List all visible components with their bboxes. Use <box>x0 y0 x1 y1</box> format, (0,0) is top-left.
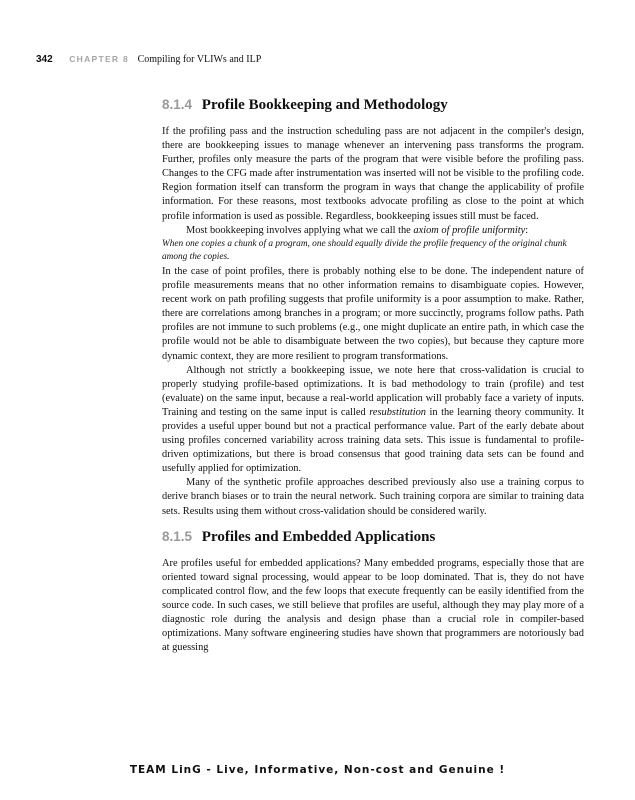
text-run: Although not strictly a bookkeeping issue, we note here that cross-validation is crucial to properly studying profile-based optimizations. It is bad methodology to train (profile) and test (evaluate) on the same input, because a real-world application will probably face a variety of inputs. Training and testing on the same input is called <box>162 364 584 418</box>
section-heading-8-1-5 <box>162 528 584 546</box>
page-number: 342 <box>36 54 53 65</box>
text-run: : <box>525 224 529 236</box>
section-number: 8.1.4 <box>162 97 193 112</box>
axiom-statement: When one copies a chunk of a program, one should equally divide the profile frequency of the original chunk among the copies. <box>162 238 567 263</box>
paragraph-cross-validation <box>162 364 584 477</box>
chapter-title: Compiling for VLIWs and ILP <box>137 54 262 65</box>
text-run: Most bookkeeping involves applying what we call the <box>186 224 414 236</box>
paragraph-axiom-intro <box>162 224 584 238</box>
section-title: Profiles and Embedded Applications <box>201 528 436 545</box>
running-head <box>36 54 261 65</box>
section-title: Profile Bookkeeping and Methodology <box>201 97 448 113</box>
term-axiom-of-profile-uniformity: axiom of profile uniformity <box>413 224 526 236</box>
paragraph-embedded-applications: Are profiles useful for embedded applications? Many embedded programs, especially those that are oriented toward signal processing, would appear to be loop dominated. That is, they do not have complicated control flow, and the few loops that execute frequently can be easily identified from the source code. In such cases, we still believe that profiles are useful, although they may play more of a diagnostic role during the analysis and design phase than a crucial role in compiler-based optimizations. Many software engineering studies have shown that programmers are notoriously bad at guessing <box>162 557 584 654</box>
chapter-label: CHAPTER 8 <box>69 54 130 64</box>
section-number: 8.1.5 <box>162 528 193 544</box>
text-run: in the learning theory community. It provides a useful upper bound but not a practical performance value. Part of the early debate about using profiles concerned variability across training data sets. This issue is fundamental to profile-driven optimizations, but there is broad consensus that good training data sets can be found and usefully applied for optimization. <box>162 406 585 475</box>
paragraph-bookkeeping-intro: If the profiling pass and the instruction scheduling pass are not adjacent in the compiler's design, there are bookkeeping issues to manage whenever an intervening pass transforms the program. Further, profiles only measure the parts of the program that were visible before the profiling pass. Changes to the CFG made after instrumentation was inserted will not be visible to the profiling code. Region formation itself can transform the program in ways that change the applicability of profile information. For these reasons, most textbooks advocate profiling as close to the point at which profile information is used as possible. Regardless, bookkeeping issues still must be faced. <box>162 126 584 222</box>
term-resubstitution: resubstitution <box>369 406 426 418</box>
main-text <box>162 96 584 655</box>
section-heading-8-1-4 <box>162 96 584 114</box>
paragraph-path-profiles: In the case of point profiles, there is probably nothing else to be done. The independent nature of profile measurements means that no other information remains to disambiguate copies. However, recent work on path profiling suggests that profile uniformity is a poor assumption to make. Rather, there are correlations among branches in a program; or more succinctly, programs follow paths. Path profiles are not immune to such problems (e.g., one might duplicate an entire path, in which case the profile would not be able to disambiguate between the two copies), but because they capture more dynamic context, they are more resilient to program transformations. <box>162 265 584 362</box>
paragraph-synthetic-profiles: Many of the synthetic profile approaches described previously also use a training corpus to derive branch biases or to train the neural network. Such training corpora are similar to training data sets. Results using them without cross-validation should be considered warily. <box>162 477 584 517</box>
footer-watermark: TEAM LinG - Live, Informative, Non-cost and Genuine ! <box>129 764 506 776</box>
